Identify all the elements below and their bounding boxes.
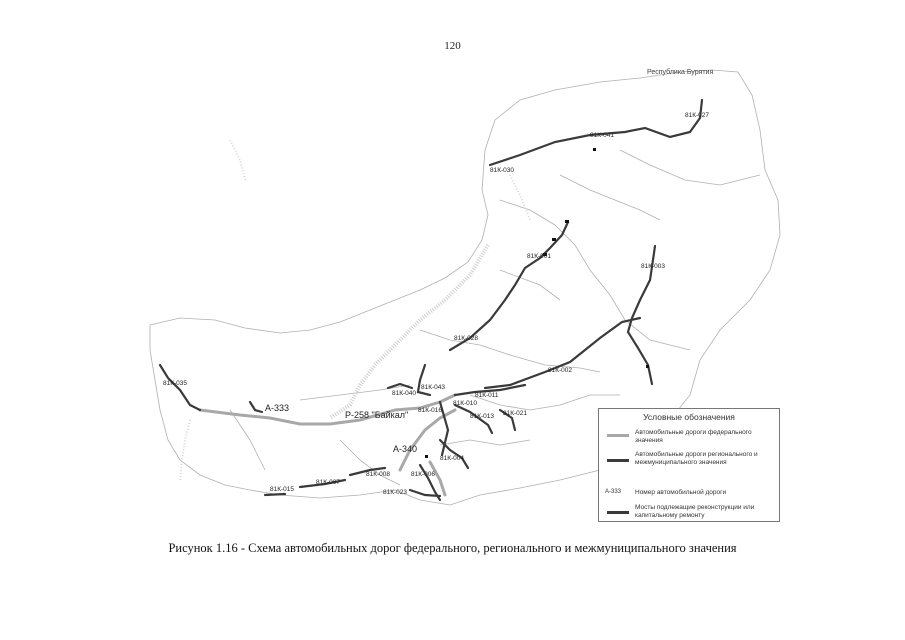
legend-bridge-text: Мосты подлежащие реконструкции или капитальному ремонту [635,504,755,519]
legend-regional-symbol [607,459,629,462]
label-81k-030: 81К-030 [490,167,515,174]
label-81k-013: 81К-013 [470,413,495,420]
road-a-333-short [250,402,262,412]
legend-regional-text: Автомобильные дороги регионального и межмуниципального значения [635,451,758,466]
road-81k-040 [388,384,412,388]
label-81k-001: 81К-001 [527,253,552,260]
label-81k-010: 81К-010 [453,400,478,407]
label-81k-028: 81К-028 [454,335,479,342]
label-81k-035: 81К-035 [163,380,188,387]
label-81k-011: 81К-011 [475,392,499,399]
legend-federal-symbol [607,434,629,437]
road-81k-002 [485,318,640,388]
label-81k-016: 81К-016 [418,407,443,414]
label-81k-040: 81К-040 [392,390,417,397]
legend-federal-text: Автомобильные дороги федерального значения [635,429,752,444]
legend-title: Условные обозначения [643,412,735,422]
label-81k-006: 81К-006 [411,471,436,478]
figure-caption: Рисунок 1.16 - Схема автомобильных дорог федерального, регионального и межмуниципального значения [168,541,737,555]
label-r-258: Р-258 "Байкал" [345,410,409,420]
road-r-258 [200,395,455,424]
region-title: Республика Бурятия [647,69,714,76]
legend-bridge-symbol [607,511,629,514]
legend-number-text: Номер автомобильной дороги [635,489,727,496]
label-a-333: А-333 [265,403,290,413]
label-81k-027: 81К-027 [685,112,710,119]
label-81k-002: 81К-002 [548,367,573,374]
river-streaks [180,140,530,480]
label-a-340: А-340 [393,444,418,454]
label-81k-043: 81К-043 [421,384,446,391]
label-81k-007: 81К-007 [316,479,341,486]
road-81k-035 [160,365,200,410]
label-81k-041: 81К-041 [590,132,615,139]
label-81k-021: 81К-021 [503,410,528,417]
label-81k-015: 81К-015 [270,486,295,493]
label-81k-004: 81К-004 [440,455,465,462]
label-81k-003: 81К-003 [641,263,666,270]
road-81k-015 [265,494,285,495]
label-81k-023: 81К-023 [383,489,408,496]
map-legend [598,408,780,522]
legend-number-code: А-333 [605,489,622,495]
road-81k-001-028 [450,222,568,350]
page-number: 120 [444,40,461,52]
road-a-333-branch [430,462,445,495]
label-81k-008: 81К-008 [366,471,391,478]
